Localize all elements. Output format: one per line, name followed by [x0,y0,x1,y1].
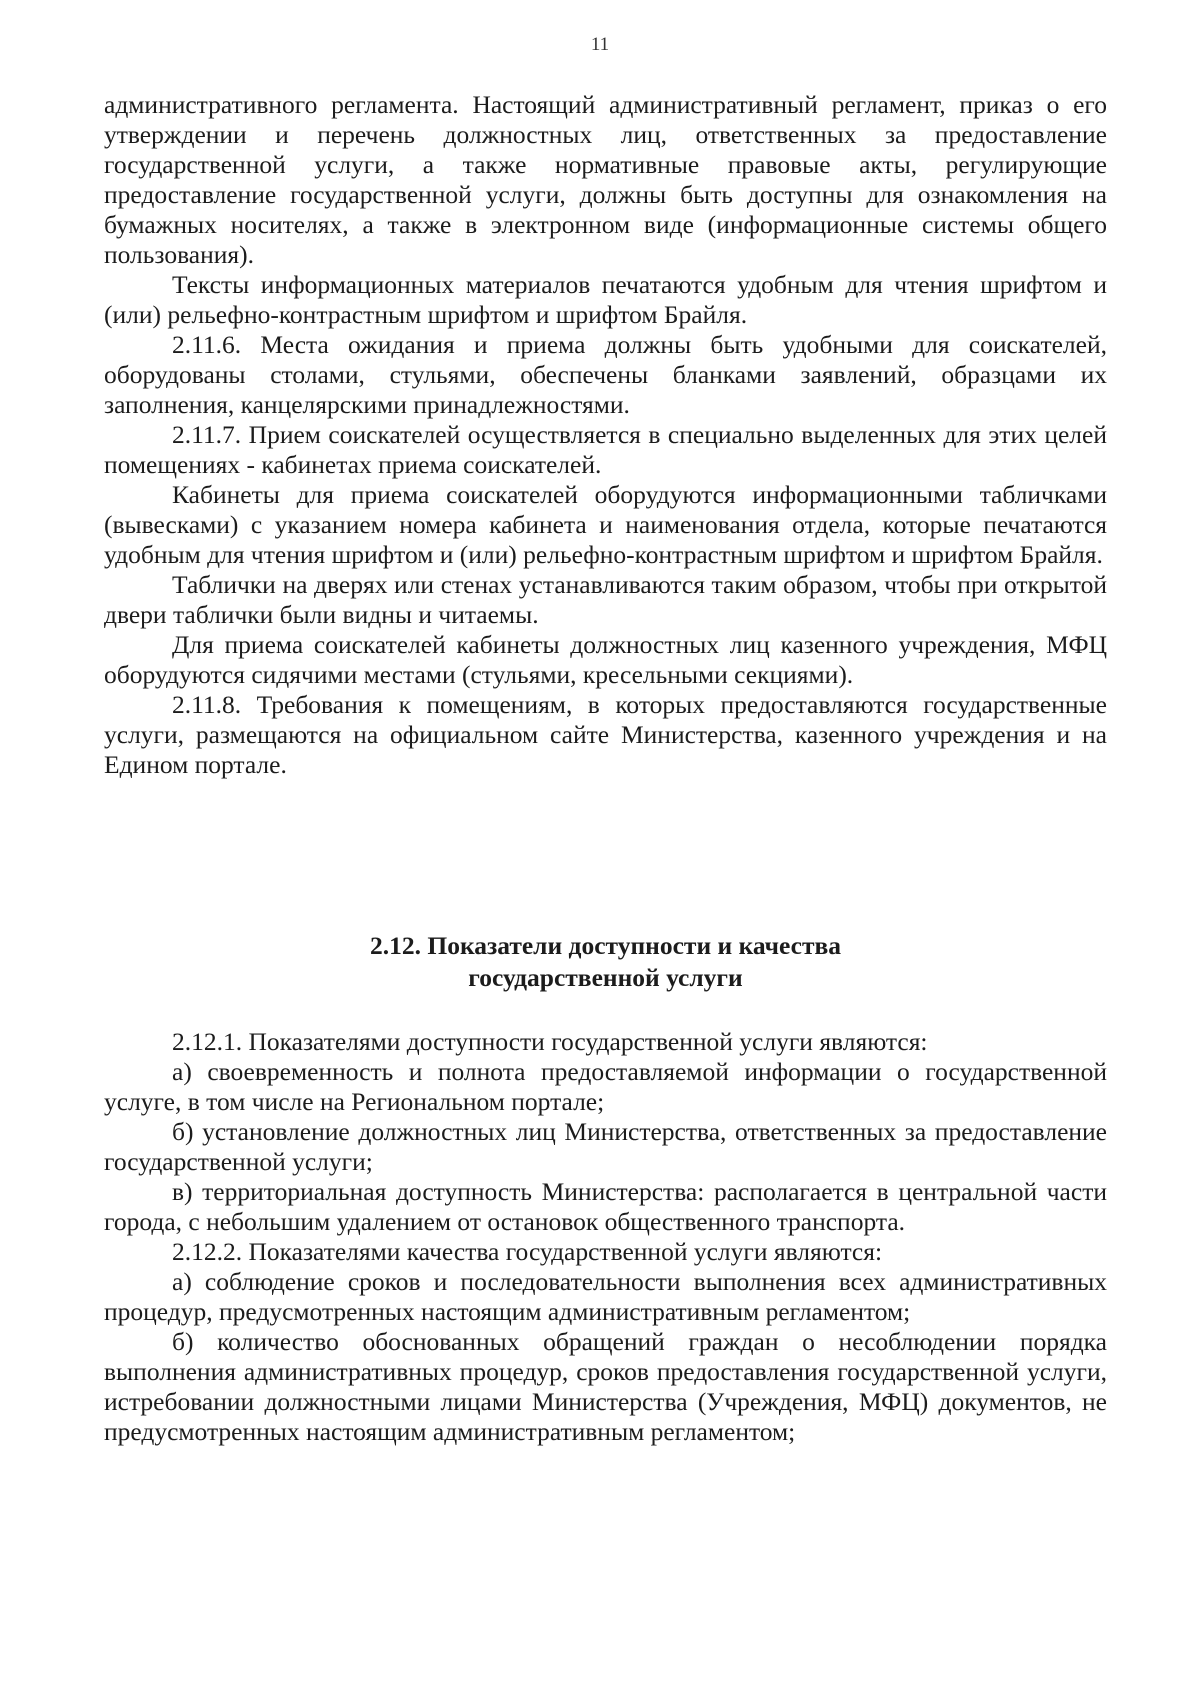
paragraph: Таблички на дверях или стенах устанавливаются таким образом, чтобы при открытой двери таблички были видны и читаемы. [104,570,1107,629]
paragraph: а) своевременность и полнота предоставляемой информации о государственной услуге, в том числе на Региональном портале; [104,1057,1107,1116]
paragraph: административного регламента. Настоящий административный регламент, приказ о его утверждении и перечень должностных лиц, ответственных за предоставление государственной услуги, а также нормативные правовые акты, регулирующие предоставление государственной услуги, должны быть доступны для ознакомления на бумажных носителях, а также в электронном виде (информационные системы общего пользования). [104,90,1107,269]
section-2-12-text [104,1027,1107,1447]
paragraph: б) количество обоснованных обращений граждан о несоблюдении порядка выполнения административных процедур, сроков предоставления государственной услуги, истребовании должностными лицами Министерства (Учреждения, МФЦ) документов, не предусмотренных настоящим административным регламентом; [104,1327,1107,1446]
paragraph: Кабинеты для приема соискателей оборудуются информационными табличками (вывесками) с указанием номера кабинета и наименования отдела, которые печатаются удобным для чтения шрифтом и (или) рельефно-контрастным шрифтом и шрифтом Брайля. [104,480,1107,569]
heading-line-2: государственной услуги [468,963,743,992]
paragraph: 2.11.6. Места ожидания и приема должны быть удобными для соискателей, оборудованы столами, стульями, обеспечены бланками заявлений, образцами их заполнения, канцелярскими принадлежностями. [104,330,1107,419]
paragraph: в) территориальная доступность Министерства: располагается в центральной части города, с небольшим удалением от остановок общественного транспорта. [104,1177,1107,1236]
paragraph: 2.12.1. Показателями доступности государственной услуги являются: [172,1027,928,1056]
section-heading [104,930,1107,994]
section-2-11-text [104,90,1107,780]
paragraph: 2.12.2. Показателями качества государственной услуги являются: [172,1237,883,1266]
paragraph: 2.11.8. Требования к помещениям, в которых предоставляются государственные услуги, размещаются на официальном сайте Министерства, казенного учреждения и на Едином портале. [104,690,1107,779]
heading-line-1: 2.12. Показатели доступности и качества [369,931,841,960]
paragraph: а) соблюдение сроков и последовательности выполнения всех административных процедур, предусмотренных настоящим административным регламентом; [104,1267,1107,1326]
page-number: 11 [590,34,610,55]
paragraph: б) установление должностных лиц Министерства, ответственных за предоставление государственной услуги; [104,1117,1107,1176]
paragraph: 2.11.7. Прием соискателей осуществляется в специально выделенных для этих целей помещениях - кабинетах приема соискателей. [104,420,1107,479]
paragraph: Для приема соискателей кабинеты должностных лиц казенного учреждения, МФЦ оборудуются сидячими местами (стульями, кресельными секциями). [104,630,1107,689]
paragraph: Тексты информационных материалов печатаются удобным для чтения шрифтом и (или) рельефно-контрастным шрифтом и шрифтом Брайля. [104,270,1107,329]
